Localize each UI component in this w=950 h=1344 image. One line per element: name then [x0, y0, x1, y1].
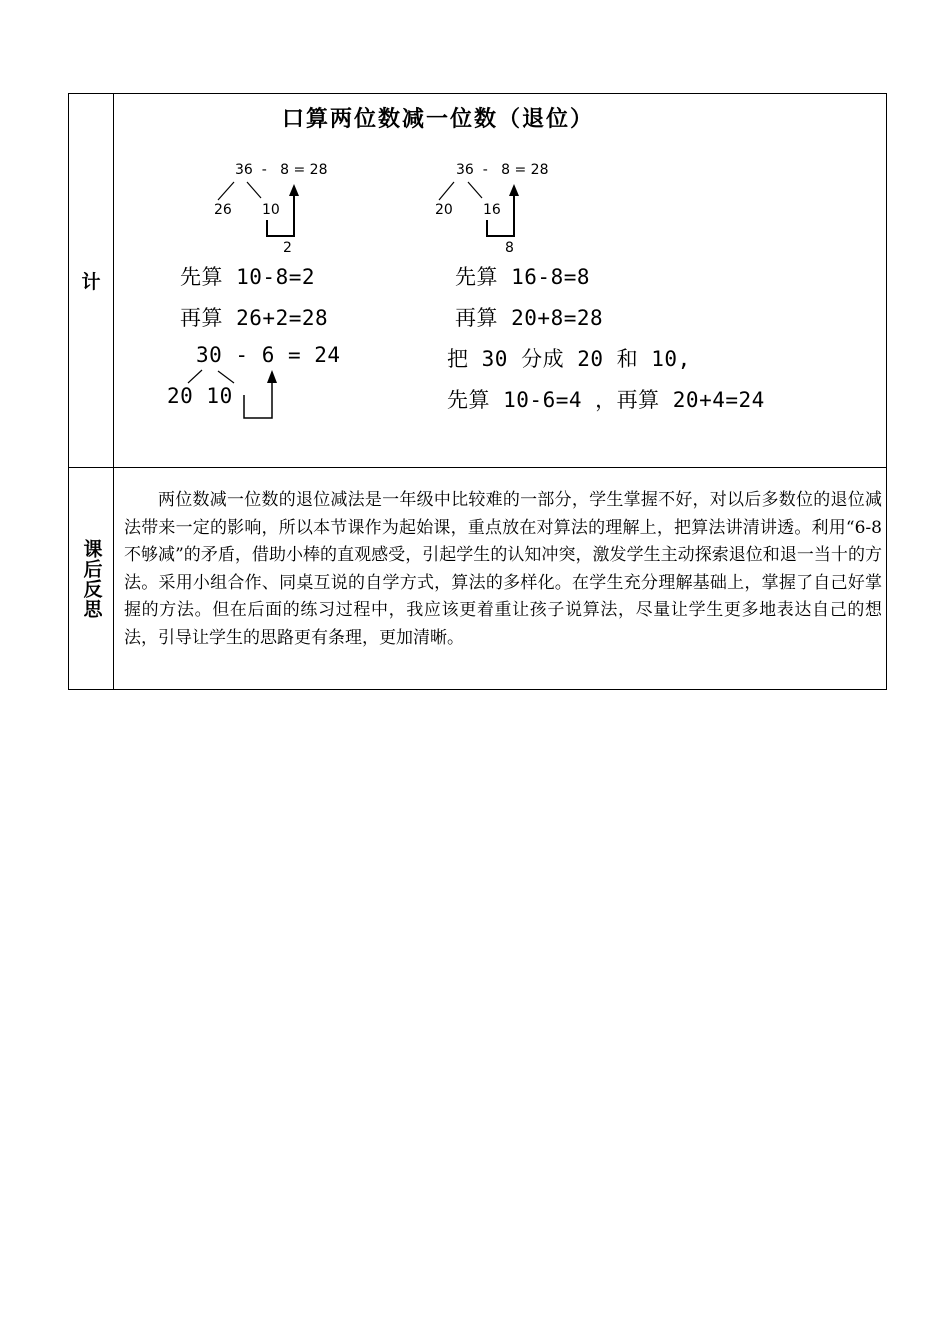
reflection-row	[69, 468, 886, 689]
example-b-result: 8	[505, 240, 514, 256]
step-b1: 先算 16-8=8	[455, 265, 591, 289]
example-a-result: 2	[283, 240, 292, 256]
reflection-label: 课后反思	[80, 538, 103, 619]
example-b-left-split: 20	[435, 202, 453, 218]
figure-title: 口算两位数减一位数（退位）	[282, 107, 595, 132]
step-a1: 先算 10-8=2	[180, 265, 316, 289]
example-c-right-branch	[218, 371, 234, 383]
lesson-plan-table	[68, 93, 887, 690]
example-c-equation: 30 - 6 = 24	[196, 343, 341, 367]
example-b-left-branch	[439, 182, 454, 200]
step-c1: 把 30 分成 20 和 10,	[447, 347, 691, 371]
reflection-content-cell	[114, 468, 886, 689]
example-c-left-branch	[188, 370, 202, 383]
example-a-arrow-head	[289, 184, 299, 196]
example-a-left-branch	[218, 182, 234, 200]
example-c-splits: 20 10	[167, 384, 233, 408]
example-c-arrow-path	[244, 381, 272, 418]
design-row	[69, 94, 886, 468]
step-b2: 再算 20+8=28	[455, 306, 604, 330]
example-a-equation: 36 - 8 = 28	[235, 162, 328, 178]
example-b-right-split: 16	[483, 202, 501, 218]
design-content-cell	[114, 94, 886, 467]
design-label-cell	[69, 94, 114, 467]
example-a-right-branch	[247, 182, 261, 198]
design-label: 计	[81, 271, 101, 293]
step-a2: 再算 26+2=28	[180, 306, 329, 330]
example-b-arrow-head	[509, 184, 519, 196]
example-a-right-split: 10	[262, 202, 280, 218]
step-c2: 先算 10-6=4 ，再算 20+4=24	[447, 388, 765, 412]
reflection-label-cell	[69, 468, 114, 689]
example-b-right-branch	[468, 182, 482, 198]
example-c-arrow-head	[267, 370, 277, 383]
reflection-paragraph: 两位数减一位数的退位减法是一年级中比较难的一部分，学生掌握不好，对以后多数位的退位减法带来一定的影响，所以本节课作为起始课，重点放在对算法的理解上，把算法讲清讲透。利用“6-8 不够减”的矛盾，借助小棒的直观感受，引起学生的认知冲突，激发学生主动探索退位和退一当十的方法。采用小组合作、同桌互说的自学方式，算法的多样化。在学生充分理解基础上，掌握了自己好掌握的方法。但在后面的练习过程中，我应该更着重让孩子说算法，尽量让学生更多地表达自己的想法，引导让学生的思路更有条理，更加清晰。	[124, 490, 882, 648]
example-b-equation: 36 - 8 = 28	[456, 162, 549, 178]
example-a-left-split: 26	[214, 202, 232, 218]
